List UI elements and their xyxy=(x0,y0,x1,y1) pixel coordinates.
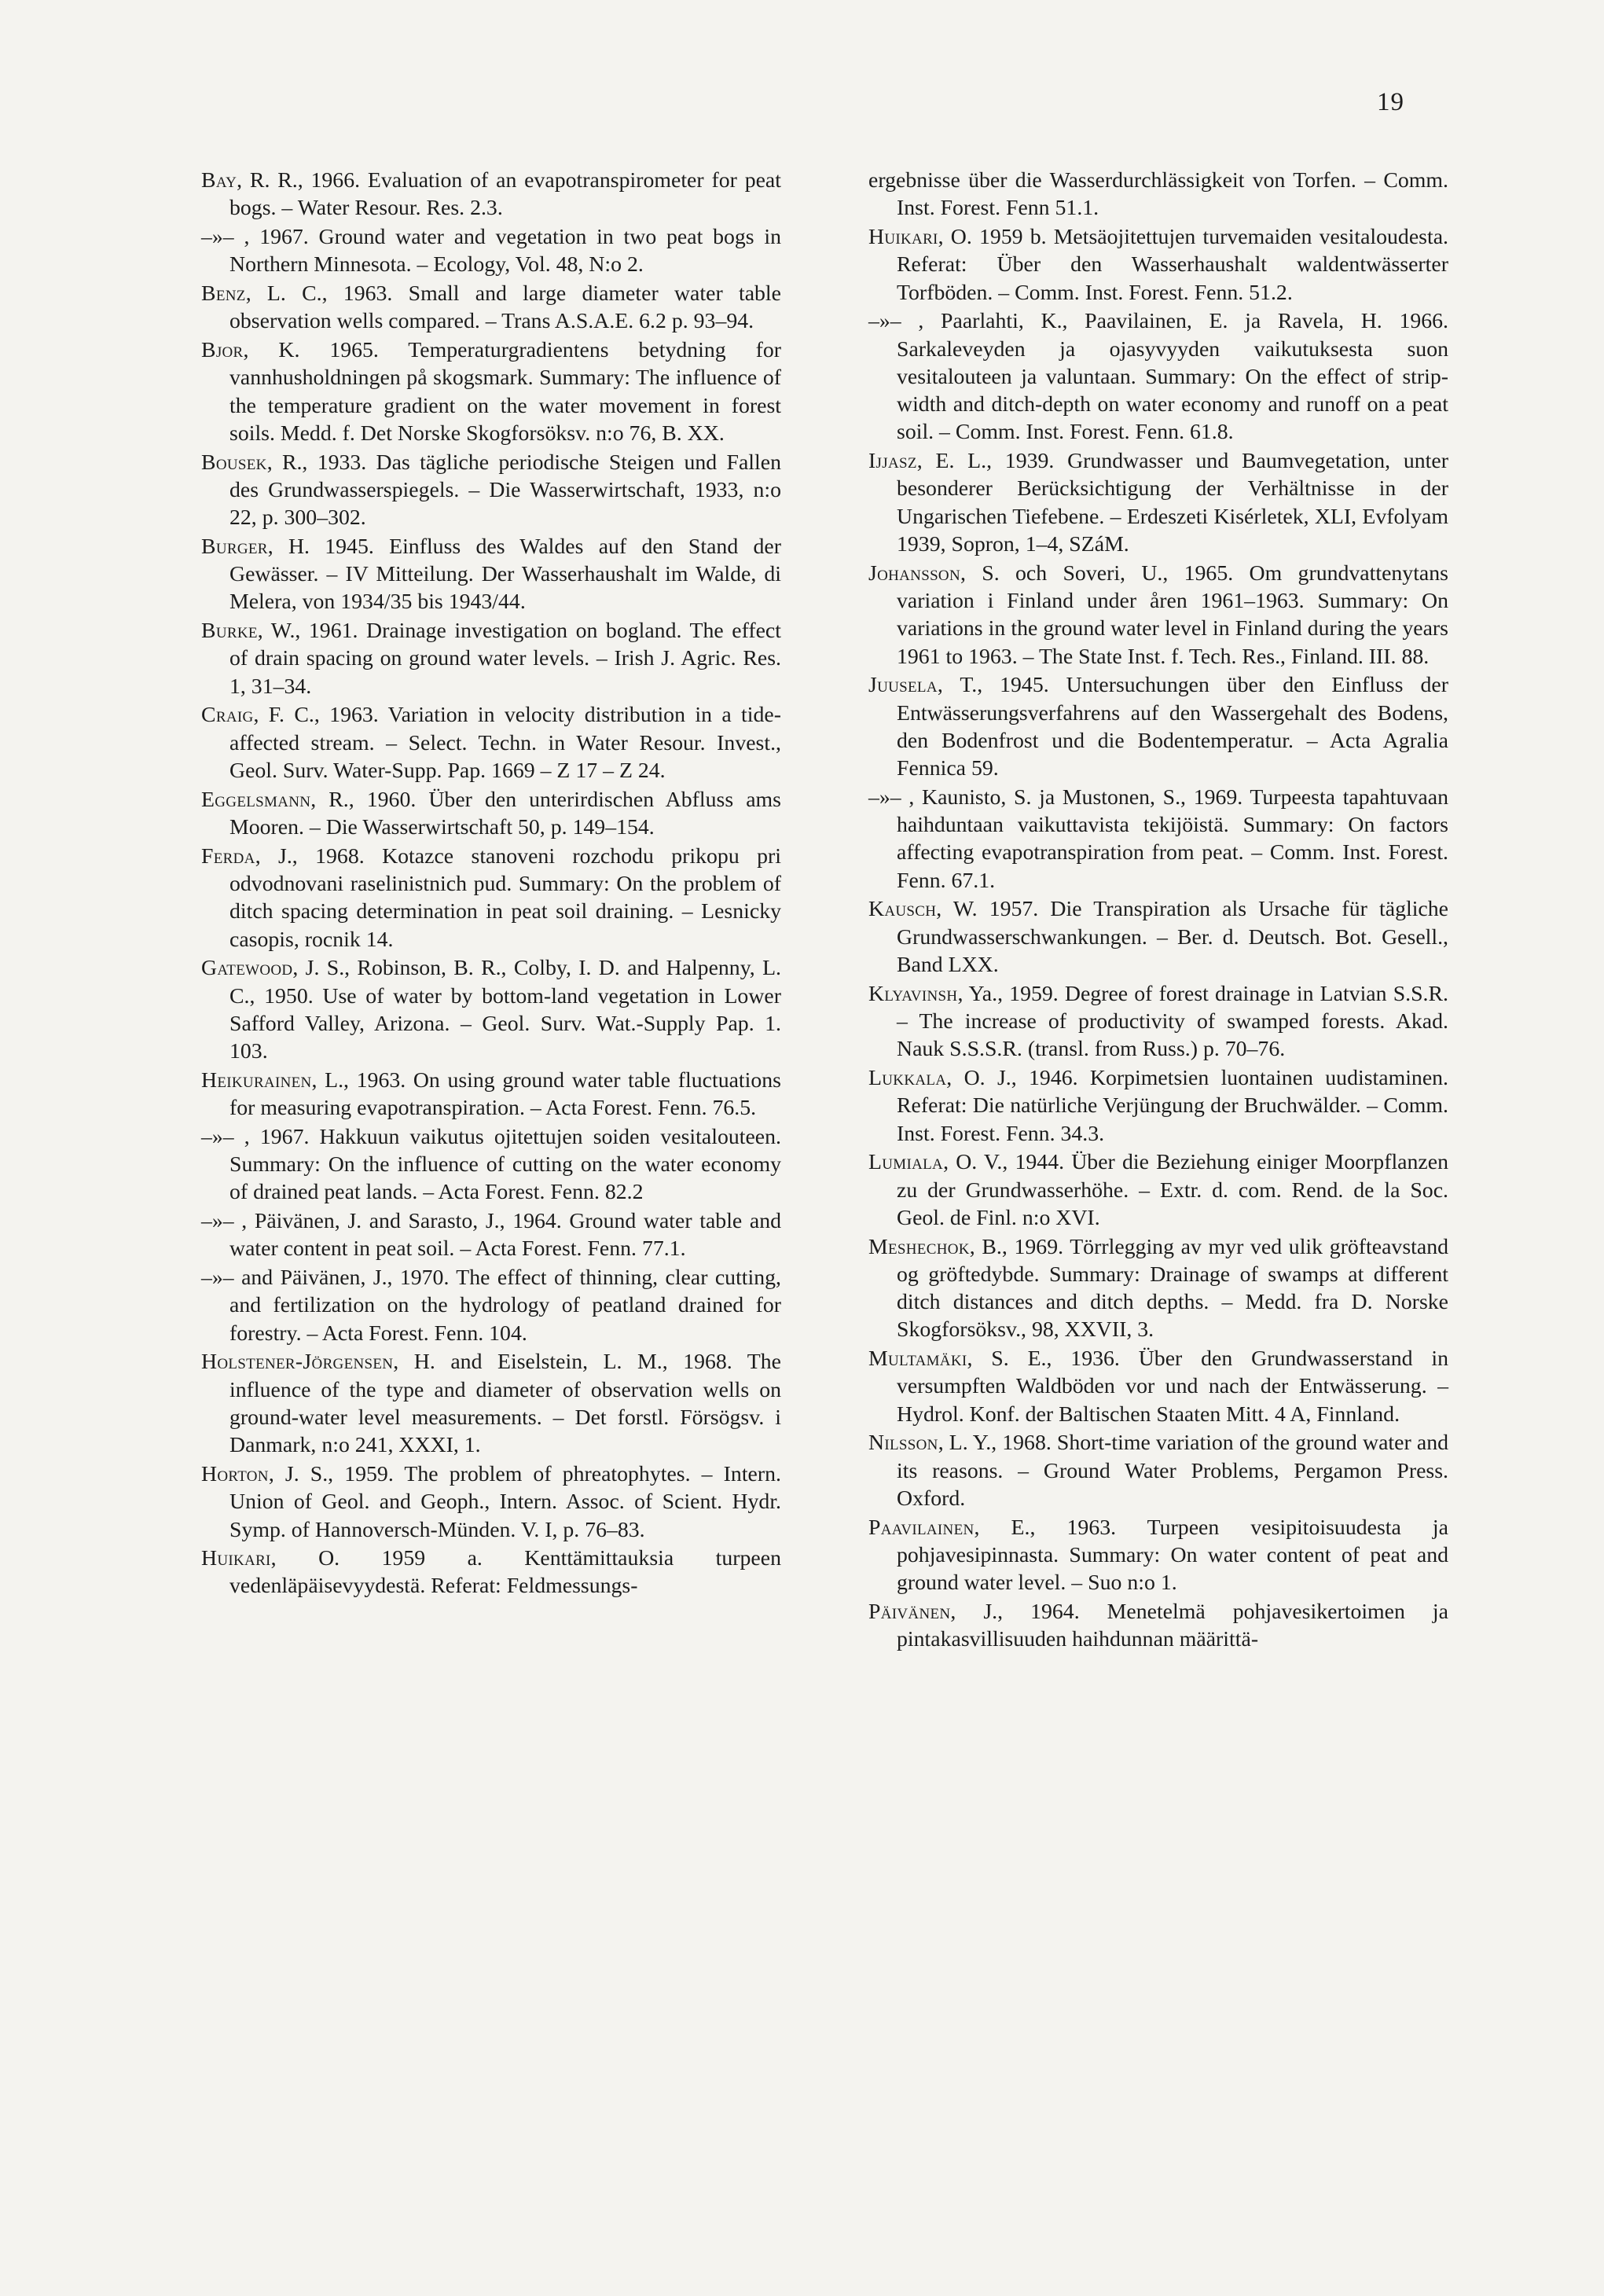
reference-entry xyxy=(201,786,781,842)
reference-entry xyxy=(201,617,781,700)
reference-text: , O. J., 1946. Korpimetsien luontainen uudistaminen. Referat: Die natürliche Verjüngung der Bruchwälder. – Comm. Inst. Forest. Fenn. 34.3. xyxy=(897,1066,1448,1146)
reference-author: Bjor xyxy=(201,337,244,362)
reference-text: , J., 1964. Menetelmä pohjavesikertoimen ja pintakasvillisuuden haihdunnan määrittä- xyxy=(897,1600,1448,1652)
reference-text: , W. 1957. Die Transpiration als Ursache für tägliche Grundwasserschwankungen. – Ber. d. Deutsch. Bot. Gesell., Band LXX. xyxy=(897,897,1448,978)
reference-author: Lukkala xyxy=(868,1066,947,1091)
reference-text: , O. V., 1944. Über die Beziehung einiger Moorpflanzen zu der Grundwasserhöhe. – Extr. d. com. Rend. de la Soc. Geol. de Finl. n:o XVI. xyxy=(897,1150,1448,1230)
reference-text: , R. R., 1966. Evaluation of an evapotranspirometer for peat bogs. – Water Resour. Res. 2.3. xyxy=(229,168,781,221)
reference-entry xyxy=(868,560,1448,670)
reference-text: –»– , 1967. Hakkuun vaikutus ojitettujen soiden vesitalouteen. Summary: On the influence of cutting on the water economy of drained peat lands. – Acta Forest. Fenn. 82.2 xyxy=(201,1124,781,1205)
reference-author: Multamäki xyxy=(868,1346,967,1372)
reference-entry xyxy=(868,1345,1448,1428)
reference-text: , T., 1945. Untersuchungen über den Einfluss der Entwässerungsverfahrens auf den Wassergehalt des Bodens, den Bodenfrost und die Bodentemperatur. – Acta Agralia Fennica 59. xyxy=(897,673,1448,781)
reference-author: Burke xyxy=(201,619,258,644)
reference-author: Paavilainen xyxy=(868,1515,975,1540)
reference-text: , Ya., 1959. Degree of forest drainage in Latvian S.S.R. – The increase of productivity of swamped forests. Akad. Nauk S.S.S.R. (transl. from Russ.) p. 70–76. xyxy=(897,981,1448,1062)
reference-entry xyxy=(868,1148,1448,1232)
reference-author: Huikari xyxy=(868,224,938,249)
reference-text: , H. 1945. Einfluss des Waldes auf den Stand der Gewässer. – IV Mitteilung. Der Wasserhaushalt im Walde, di Melera, von 1934/35 bis 1943/44. xyxy=(229,534,781,615)
reference-text: , S. och Soveri, U., 1965. Om grundvattenytans variation i Finland under åren 1961–1963. Summary: On variations in the ground water level in Finland during the years 1961 to 1963. – The State Inst. f. Tech. Res., Finland. III. 88. xyxy=(897,560,1448,669)
reference-author: Burger xyxy=(201,534,268,559)
reference-entry xyxy=(201,280,781,336)
reference-author: Horton xyxy=(201,1461,269,1486)
reference-text: , J. S., 1959. The problem of phreatophytes. – Intern. Union of Geol. and Geoph., Intern. Assoc. of Scient. Hydr. Symp. of Hannoversch-Münden. V. I, p. 76–83. xyxy=(229,1461,781,1542)
reference-text: –»– , Paarlahti, K., Paavilainen, E. ja Ravela, H. 1966. Sarkaleveyden ja ojasyvyyden vaikutuksesta suon vesitalouteen ja valuntaan. Summary: On the effect of strip-width and ditch-depth on water economy and runoff on a peat soil. – Comm. Inst. Forest. Fenn. 61.8. xyxy=(868,309,1448,445)
reference-text: –»– and Päivänen, J., 1970. The effect of thinning, clear cutting, and fertilization on the hydrology of peatland drained for forestry. – Acta Forest. Fenn. 104. xyxy=(201,1266,781,1346)
reference-entry xyxy=(201,1348,781,1459)
reference-text: , W., 1961. Drainage investigation on bogland. The effect of drain spacing on ground water levels. – Irish J. Agric. Res. 1, 31–34. xyxy=(229,619,781,699)
reference-entry xyxy=(868,167,1448,222)
reference-entry xyxy=(868,1514,1448,1597)
reference-entry xyxy=(868,895,1448,979)
reference-entry xyxy=(868,1429,1448,1512)
reference-author: Ijjasz xyxy=(868,449,917,474)
reference-text: , J. S., Robinson, B. R., Colby, I. D. and Halpenny, L. C., 1950. Use of water by bottom-land vegetation in Lower Safford Valley, Arizona. – Geol. Surv. Wat.-Supply Pap. 1. 103. xyxy=(229,956,781,1064)
reference-entry xyxy=(201,1067,781,1122)
reference-author: Holstener-Jörgensen xyxy=(201,1350,394,1375)
reference-text: , E., 1963. Turpeen vesipitoisuudesta ja pohjavesipinnasta. Summary: On water content of peat and ground water level. – Suo n:o 1. xyxy=(897,1515,1448,1596)
reference-author: Lumiala xyxy=(868,1150,944,1175)
reference-entry xyxy=(868,223,1448,307)
reference-entry xyxy=(868,307,1448,446)
reference-text: , R., 1960. Über den unterirdischen Abfluss ams Mooren. – Die Wasserwirtschaft 50, p. 149–154. xyxy=(229,787,781,839)
reference-author: Heikurainen xyxy=(201,1067,312,1093)
reference-entry xyxy=(201,954,781,1065)
reference-author: Kausch xyxy=(868,897,937,922)
reference-author: Bay xyxy=(201,168,237,193)
reference-text: , H. and Eiselstein, L. M., 1968. The influence of the type and diameter of observation wells on ground-water level measurements. – Det forstl. Försögsv. i Danmark, n:o 241, XXXI, 1. xyxy=(229,1350,781,1458)
reference-entry xyxy=(201,336,781,447)
reference-text: –»– , Kaunisto, S. ja Mustonen, S., 1969. Turpeesta tapahtuvaan haihduntaan vaikuttavista tekijöistä. Summary: On factors affecting evapotranspiration from peat. – Comm. Inst. Forest. Fenn. 67.1. xyxy=(868,784,1448,893)
reference-text: , K. 1965. Temperaturgradientens betydning for vannhusholdningen på skogsmark. Summary: The influence of the temperature gradient on the water movement in forest soils. Medd. f. Det Norske Skogforsöksv. n:o 76, B. XX. xyxy=(229,337,781,446)
reference-author: Meshechok xyxy=(868,1234,970,1259)
reference-author: Eggelsmann xyxy=(201,787,311,812)
reference-author: Craig xyxy=(201,703,254,728)
reference-entry xyxy=(201,1545,781,1600)
reference-entry xyxy=(868,1598,1448,1654)
reference-text: , O. 1959 a. Kenttämittauksia turpeen vedenläpäisevyydestä. Referat: Feldmessungs- xyxy=(229,1546,781,1599)
reference-author: Johansson xyxy=(868,560,960,586)
reference-text: , L. Y., 1968. Short-time variation of the ground water and its reasons. – Ground Water Problems, Pergamon Press. Oxford. xyxy=(897,1431,1448,1512)
reference-author: Ferda xyxy=(201,843,255,869)
reference-text: –»– , Päivänen, J. and Sarasto, J., 1964. Ground water table and water content in peat soil. – Acta Forest. Fenn. 77.1. xyxy=(201,1209,781,1262)
reference-entry xyxy=(201,223,781,279)
reference-text: ergebnisse über die Wasserdurchlässigkeit von Torfen. – Comm. Inst. Forest. Fenn 51.1. xyxy=(868,168,1448,221)
reference-author: Benz xyxy=(201,281,246,306)
reference-author: Gatewood xyxy=(201,956,293,981)
reference-entry xyxy=(201,701,781,784)
reference-text: , L., 1963. On using ground water table fluctuations for measuring evapotranspiration. – Acta Forest. Fenn. 76.5. xyxy=(229,1067,781,1121)
reference-entry xyxy=(201,1123,781,1207)
reference-entry xyxy=(868,784,1448,895)
reference-author: Huikari xyxy=(201,1546,271,1571)
reference-text: , S. E., 1936. Über den Grundwasserstand in versumpften Waldböden vor und nach der Entwässerung. – Hydrol. Konf. der Baltischen Staaten Mitt. 4 A, Finnland. xyxy=(897,1346,1448,1427)
reference-entry xyxy=(201,1460,781,1544)
reference-entry xyxy=(201,1207,781,1263)
right-column xyxy=(868,167,1448,1655)
reference-author: Päivänen xyxy=(868,1600,951,1624)
reference-text: , J., 1968. Kotazce stanoveni rozchodu prikopu pri odvodnovani raselinistnich pud. Summary: On the problem of ditch spacing determination in peat soil draining. – Lesnicky casopis, rocnik 14. xyxy=(229,843,781,952)
reference-text: , L. C., 1963. Small and large diameter water table observation wells compared. – Trans A.S.A.E. 6.2 p. 93–94. xyxy=(229,281,781,334)
reference-text: , O. 1959 b. Metsäojitettujen turvemaiden vesitaloudesta. Referat: Über den Wasserhaushalt waldentwässerter Torfböden. – Comm. Inst. Forest. Fenn. 51.2. xyxy=(897,224,1448,305)
reference-author: Klyavinsh xyxy=(868,981,958,1006)
reference-entry xyxy=(868,447,1448,558)
reference-text: , E. L., 1939. Grundwasser und Baumvegetation, unter besonderer Berücksichtigung der Verhältnisse in der Ungarischen Tiefebene. – Erdeszeti Kisérletek, XLI, Evfolyam 1939, Sopron, 1–4, SZáM. xyxy=(897,449,1448,557)
reference-author: Bousek xyxy=(201,450,267,475)
reference-entry xyxy=(868,980,1448,1064)
reference-entry xyxy=(201,449,781,532)
page-number: 19 xyxy=(1377,88,1404,116)
reference-entry xyxy=(868,1064,1448,1148)
reference-entry xyxy=(201,167,781,222)
reference-entry xyxy=(201,843,781,953)
reference-entry xyxy=(868,671,1448,782)
left-column xyxy=(201,167,781,1601)
reference-author: Nilsson xyxy=(868,1431,938,1456)
reference-text: , B., 1969. Törrlegging av myr ved ulik gröfteavstand og gröftedybde. Summary: Drainage of swamps at different ditch distances and ditch depths. – Medd. fra D. Norske Skogforsöksv., 98, XXVII, 3. xyxy=(897,1234,1448,1343)
reference-author: Juusela xyxy=(868,673,938,698)
reference-entry xyxy=(201,533,781,616)
reference-text: , R., 1933. Das tägliche periodische Steigen und Fallen des Grundwasserspiegels. – Die Wasserwirtschaft, 1933, n:o 22, p. 300–302. xyxy=(229,450,781,531)
reference-text: –»– , 1967. Ground water and vegetation in two peat bogs in Northern Minnesota. – Ecology, Vol. 48, N:o 2. xyxy=(201,224,781,277)
reference-entry xyxy=(868,1233,1448,1344)
reference-entry xyxy=(201,1264,781,1347)
reference-text: , F. C., 1963. Variation in velocity distribution in a tide-affected stream. – Select. Techn. in Water Resour. Invest., Geol. Surv. Water-Supp. Pap. 1669 – Z 17 – Z 24. xyxy=(229,703,781,783)
